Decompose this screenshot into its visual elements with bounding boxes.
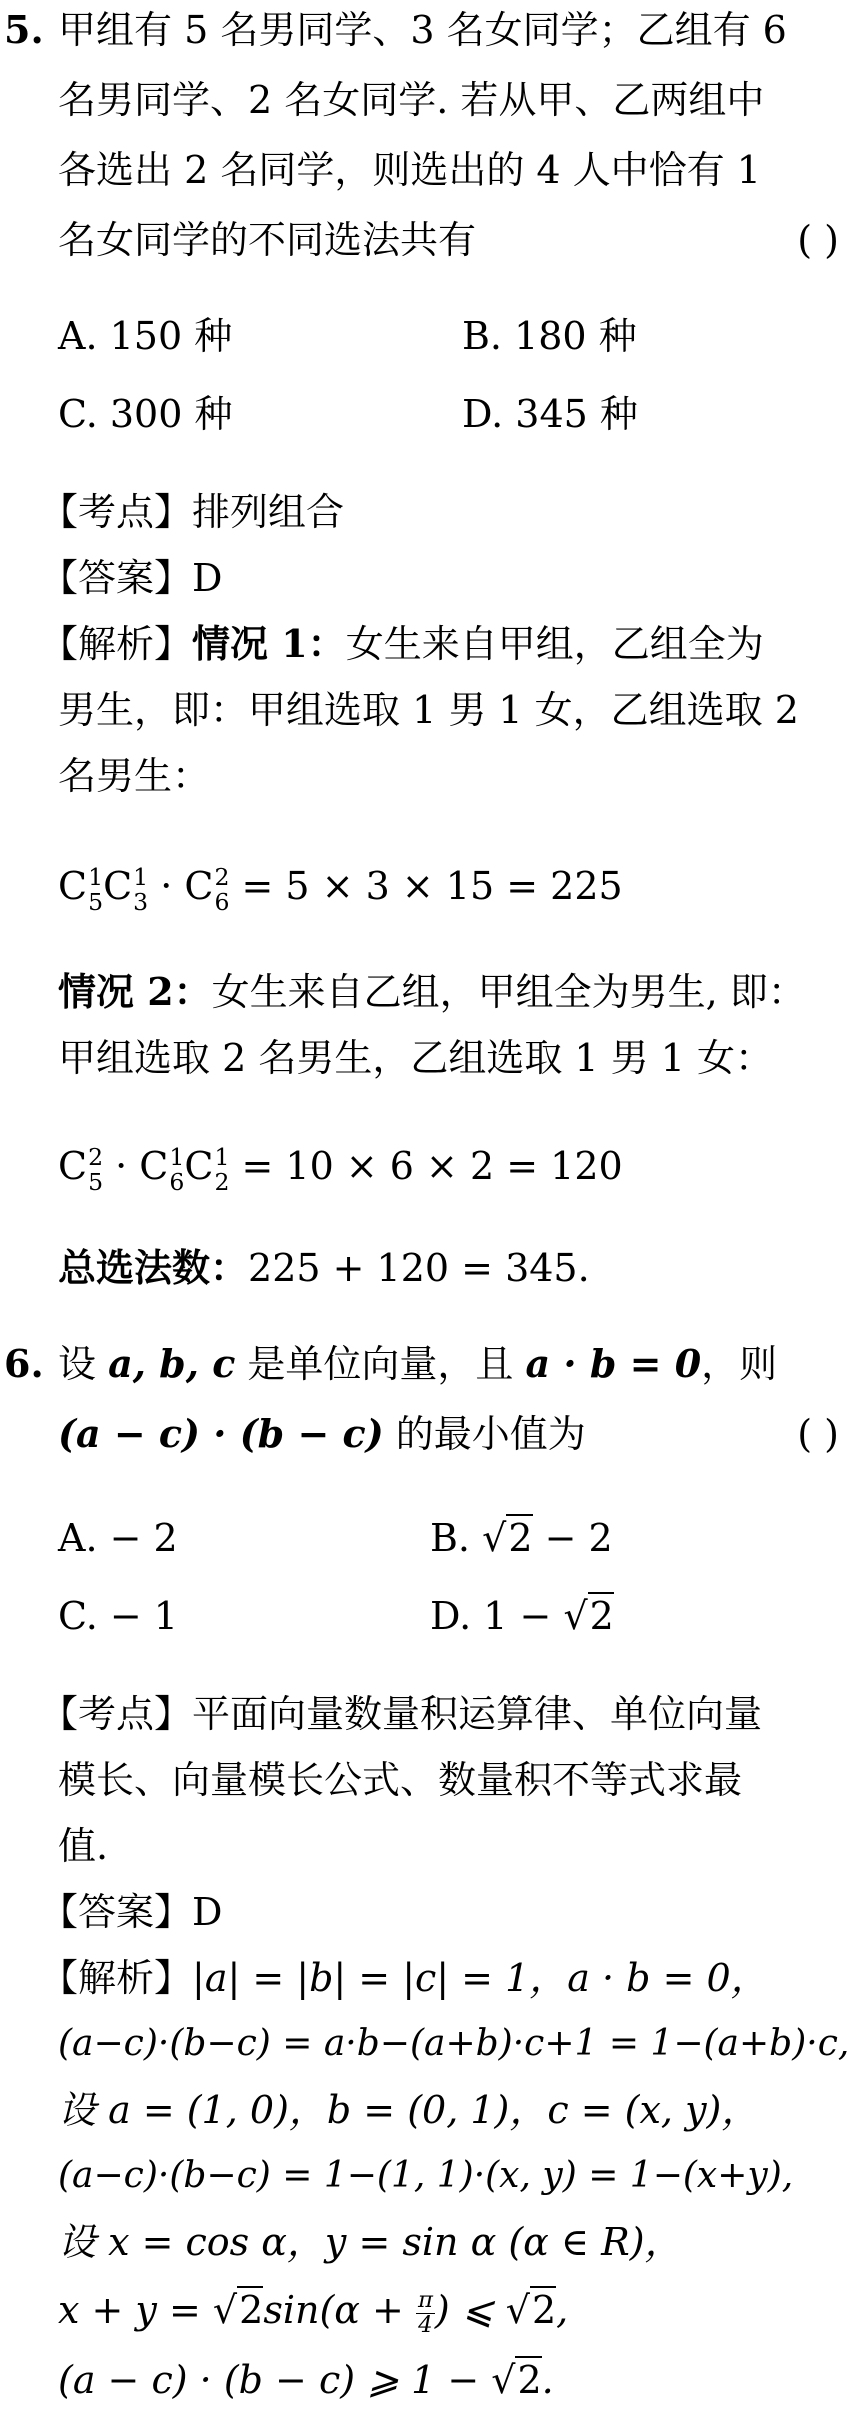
total-value: 225 + 120 = 345. — [248, 1246, 590, 1290]
stem-vectors: a, b, c — [108, 1341, 236, 1386]
frac-denominator: 4 — [418, 2312, 433, 2338]
q5-option-d: D. 345 种 — [462, 392, 638, 436]
answer-text: D — [192, 1890, 223, 1934]
q6-option-c: C. − 1 — [58, 1594, 178, 1638]
option-d-prefix: D. 1 − — [430, 1594, 564, 1638]
q6-kaodian-line: 模长、向量模长公式、数量积不等式求最 — [58, 1758, 743, 1802]
stem-text: 的最小值为 — [383, 1412, 586, 1456]
q5-case1-line: 名男生： — [58, 754, 211, 798]
q5-stem-line: 名男同学、2 名女同学. 若从甲、乙两组中 — [58, 78, 765, 122]
kaodian-label: 【考点】 — [40, 1692, 193, 1736]
q6-stem-line1 — [58, 1338, 777, 1390]
q5-jiexi — [40, 618, 764, 670]
q5-answer — [40, 552, 222, 604]
sqrt-arg: 2 — [531, 2288, 557, 2332]
solution-line: |a| = |b| = |c| = 1，a · b = 0， — [192, 1956, 769, 2000]
frac-numerator: π — [417, 2287, 433, 2314]
option-b-suffix: − 2 — [532, 1516, 613, 1560]
q5-total — [58, 1242, 590, 1294]
sol-part: sin(α + — [263, 2288, 416, 2332]
stem-text: 设 — [58, 1342, 109, 1386]
sol-part: . — [541, 2358, 554, 2402]
formula2-value: = 10 × 6 × 2 = 120 — [241, 1144, 623, 1188]
q6-kaodian — [40, 1688, 762, 1740]
sqrt-arg: 2 — [517, 2358, 542, 2402]
case1-text: 女生来自甲组，乙组全为 — [345, 622, 764, 666]
kaodian-label: 【考点】 — [40, 490, 193, 534]
q6-stem-line2 — [58, 1408, 586, 1460]
q6-answer — [40, 1886, 222, 1938]
q5-option-a: A. 150 种 — [58, 314, 233, 358]
kaodian-text: 排列组合 — [192, 490, 345, 534]
jiexi-label: 【解析】 — [40, 1956, 193, 2000]
q6-jiexi — [40, 1952, 769, 2004]
q6-kaodian-line: 值. — [58, 1824, 109, 1868]
q6-option-d: D. 1 − √2 — [430, 1594, 614, 1638]
stem-dot-condition: a · b = 0 — [525, 1341, 702, 1386]
solution-line: x + y = √2sin(α + $\frac{\pi}{4}$ ) ⩽ √2, — [58, 2287, 569, 2338]
jiexi-label: 【解析】 — [40, 622, 193, 666]
q6-option-a: A. − 2 — [58, 1516, 178, 1560]
sol-part: x + y = — [58, 2288, 213, 2332]
q5-stem-line: 名女同学的不同选法共有 — [58, 218, 477, 262]
stem-expression: (a − c) · (b − c) — [58, 1411, 384, 1456]
q5-stem-line: 各选出 2 名同学，则选出的 4 人中恰有 1 — [58, 148, 761, 192]
answer-label: 【答案】 — [40, 1890, 193, 1934]
case2-text: 女生来自乙组，甲组全为男生, 即： — [211, 970, 806, 1014]
total-label: 总选法数： — [58, 1245, 249, 1290]
q5-answer-paren: ( ) — [797, 218, 839, 262]
q6-answer-paren: ( ) — [797, 1412, 839, 1456]
solution-line: 设 x = cos α，y = sin α (α ∈ R)， — [58, 2220, 683, 2264]
stem-text: 是单位向量，且 — [235, 1342, 526, 1386]
solution-line: 设 a = (1, 0)，b = (0, 1)，c = (x, y)， — [58, 2088, 760, 2132]
stem-text: ，则 — [701, 1342, 778, 1386]
sol-part: , — [556, 2288, 569, 2332]
answer-label: 【答案】 — [40, 556, 193, 600]
sqrt-arg: 2 — [589, 1594, 614, 1638]
sol-part: ) ⩽ — [434, 2288, 506, 2332]
answer-text: D — [192, 556, 223, 600]
q5-case2 — [58, 966, 806, 1018]
q5-stem-line: 甲组有 5 名男同学、3 名女同学；乙组有 6 — [58, 8, 787, 52]
q6-number: 6. — [4, 1341, 44, 1386]
formula1-value: = 5 × 3 × 15 = 225 — [241, 864, 623, 908]
solution-line: (a − c) · (b − c) ⩾ 1 − √2. — [58, 2358, 554, 2402]
q5-case1-line: 男生，即：甲组选取 1 男 1 女，乙组选取 2 — [58, 688, 799, 732]
option-b-prefix: B. — [430, 1516, 483, 1560]
q5-option-b: B. 180 种 — [462, 314, 637, 358]
sol-part: (a − c) · (b − c) ⩾ 1 − — [58, 2358, 492, 2402]
sqrt-arg: 2 — [508, 1516, 533, 1560]
q5-kaodian — [40, 486, 344, 538]
sqrt-arg: 2 — [239, 2288, 264, 2332]
q5-formula2: C 2 5 · C 1 6 C 1 2 = 10 × 6 × 2 = 120 — [58, 1142, 623, 1196]
case2-label: 情况 2： — [58, 969, 212, 1014]
q5-case2-line: 甲组选取 2 名男生，乙组选取 1 男 1 女： — [58, 1036, 774, 1080]
q5-option-c: C. 300 种 — [58, 392, 233, 436]
case1-label: 情况 1： — [192, 621, 346, 666]
solution-line: (a−c)·(b−c) = 1−(1, 1)·(x, y) = 1−(x+y), — [58, 2155, 794, 2196]
kaodian-text: 平面向量数量积运算律、单位向量 — [192, 1692, 763, 1736]
solution-line: (a−c)·(b−c) = a·b−(a+b)·c+1 = 1−(a+b)·c, — [58, 2023, 850, 2064]
q5-number: 5. — [4, 7, 44, 52]
q6-option-b: B. √2 − 2 — [430, 1516, 613, 1560]
q5-formula1: C 1 5 C 1 3 · C 2 6 = 5 × 3 × 15 = 225 — [58, 862, 623, 916]
